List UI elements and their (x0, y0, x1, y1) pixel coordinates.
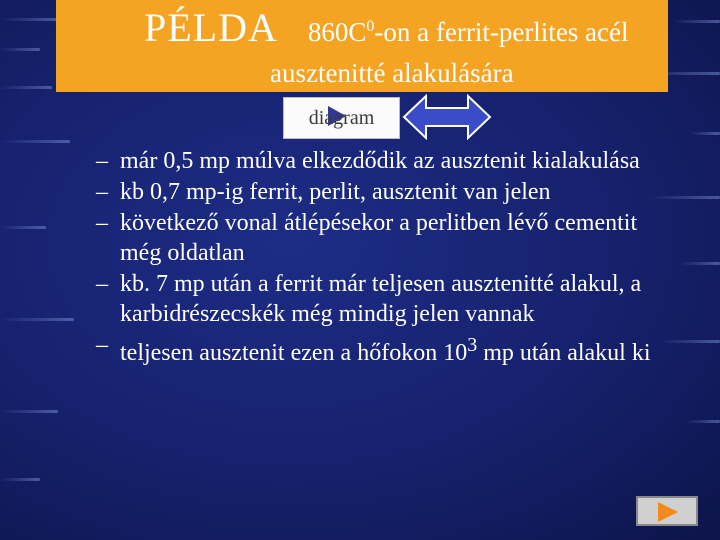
next-slide-icon (658, 502, 678, 522)
bullet-dash: – (96, 332, 108, 358)
bullet-text: kb 0,7 mp-ig ferrit, perlit, ausztenit van jelen (120, 179, 551, 205)
title-line-1 (144, 4, 629, 51)
title-line-2: ausztenitté alakulására (270, 58, 514, 88)
title-subject-rest: -on a ferrit-perlites acél (374, 17, 629, 47)
bullet-text: már 0,5 mp múlva elkezdődik az ausztenit kialakulása (120, 148, 640, 174)
bullet-text: következő vonal átlépésekor a perlitben lévő cementit még oldatlan (120, 210, 638, 266)
bullet-text-suffix: mp után alakul ki (477, 340, 651, 366)
bullet-text: kb. 7 mp után a ferrit már teljesen ausztenitté alakul, a karbidrészecskék még mindig jelen vannak (120, 271, 642, 327)
bullet-list (96, 146, 656, 369)
diagram-button-label: diagram (308, 106, 375, 129)
list-item (96, 330, 656, 368)
list-item (96, 208, 656, 268)
title-word: PÉLDA (144, 5, 278, 50)
list-item (96, 146, 656, 176)
title-subject (308, 17, 629, 47)
double-arrow-icon[interactable] (402, 94, 492, 140)
list-item (96, 269, 656, 329)
title-degree-sup: 0 (366, 18, 375, 35)
bullet-dash: – (96, 179, 108, 205)
list-item (96, 177, 656, 207)
bullet-text-prefix: teljesen ausztenit ezen a hőfokon 10 (120, 340, 468, 366)
bullet-dash: – (96, 210, 108, 236)
bullet-dash: – (96, 271, 108, 297)
title-banner (56, 0, 668, 92)
diagram-button[interactable] (283, 97, 400, 139)
next-slide-button[interactable] (636, 496, 698, 526)
bullet-dash: – (96, 148, 108, 174)
bullet-exponent: 3 (467, 334, 478, 356)
title-temp: 860C (307, 17, 367, 47)
